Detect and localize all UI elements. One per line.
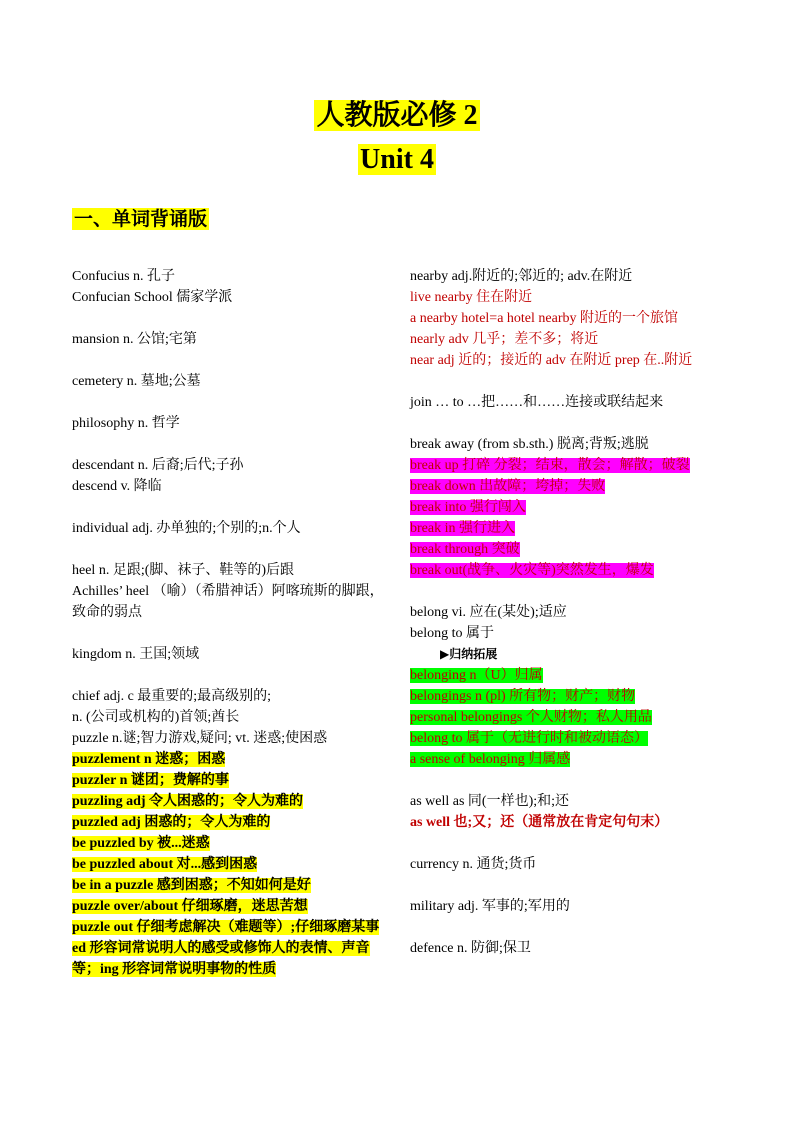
highlighted-phrase: personal belongings 个人财物；私人用品 — [410, 710, 652, 725]
vocab-line: heel n. 足跟;(脚、袜子、鞋等的)后跟 — [72, 563, 295, 578]
highlighted-phrase: break through 突破 — [410, 542, 520, 557]
vocab-line: currency n. 通货;货币 — [410, 857, 537, 872]
vocab-line: military adj. 军事的;军用的 — [410, 899, 570, 914]
highlighted-phrase: be puzzled about 对...感到困惑 — [72, 857, 258, 872]
vocab-line: nearby adj.附近的;邻近的; adv.在附近 — [410, 269, 633, 284]
left-vocab-column — [72, 266, 394, 980]
highlighted-phrase: puzzler n 谜团；费解的事 — [72, 773, 229, 788]
vocab-line: chief adj. c 最重要的;最高级别的; — [72, 689, 272, 704]
vocab-line: descend v. 降临 — [72, 479, 162, 494]
highlighted-phrase: break up 打碎 分裂；结束，散会；解散；破裂 — [410, 458, 690, 473]
vocab-line: join … to …把……和……连接或联结起来 — [410, 395, 664, 410]
highlighted-phrase: puzzlement n 迷惑；困惑 — [72, 752, 226, 767]
highlighted-phrase: belong to 属于（无进行时和被动语态） — [410, 731, 648, 746]
vocab-line: a nearby hotel=a hotel nearby 附近的一个旅馆 — [410, 311, 678, 326]
highlighted-phrase: puzzling adj 令人困惑的；令人为难的 — [72, 794, 304, 809]
vocab-line: individual adj. 办单独的;个别的;n.个人 — [72, 521, 301, 536]
vocab-line: cemetery n. 墓地;公墓 — [72, 374, 201, 389]
vocab-line: puzzle n.谜;智力游戏,疑问; vt. 迷惑;使困惑 — [72, 731, 328, 746]
highlighted-phrase: a sense of belonging 归属感 — [410, 752, 571, 767]
vocab-line: Confucian School 儒家学派 — [72, 290, 233, 305]
highlighted-phrase: belonging n（U）归属 — [410, 668, 543, 683]
vocab-line: nearly adv 几乎；差不多；将近 — [410, 332, 599, 347]
vocab-line: near adj 近的；接近的 adv 在附近 prep 在..附近 — [410, 353, 693, 368]
document-title: 人教版必修 2 — [316, 100, 478, 131]
vocab-line: n. (公司或机构的)首领;酋长 — [72, 710, 240, 725]
vocab-line: philosophy n. 哲学 — [72, 416, 180, 431]
vocab-line: defence n. 防御;保卫 — [410, 941, 531, 956]
vocab-line: mansion n. 公馆;宅第 — [72, 332, 197, 347]
vocab-line: break away (from sb.sth.) 脱离;背叛;逃脱 — [410, 437, 649, 452]
vocab-line: kingdom n. 王国;领域 — [72, 647, 200, 662]
right-vocab-column — [410, 266, 726, 959]
vocab-line: Achilles’ heel （喻）（希腊神话）阿喀琉斯的脚跟，致命的弱点 — [72, 584, 384, 620]
vocab-line: Confucius n. 孔子 — [72, 269, 176, 284]
highlighted-phrase: puzzle out 仔细考虑解决（难题等）;仔细琢磨某事 — [72, 920, 380, 935]
extension-heading: ▶归纳拓展 — [440, 647, 498, 661]
highlighted-phrase: be puzzled by 被...迷惑 — [72, 836, 210, 851]
vocab-line: live nearby 住在附近 — [410, 290, 533, 305]
vocab-line: descendant n. 后裔;后代;子孙 — [72, 458, 244, 473]
highlighted-phrase: be in a puzzle 感到困惑；不知如何是好 — [72, 878, 311, 893]
vocab-line: belong to 属于 — [410, 626, 494, 641]
vocab-line: as well as 同(一样也);和;还 — [410, 794, 570, 809]
highlighted-note: ed 形容词常说明人的感受或修饰人的表情、声音等；ing 形容词常说明事物的性质 — [72, 941, 370, 977]
highlighted-phrase: break out(战争、火灾等)突然发生，爆发 — [410, 563, 654, 578]
vocab-line: belong vi. 应在(某处);适应 — [410, 605, 567, 620]
highlighted-phrase: belongings n (pl) 所有物；财产；财物 — [410, 689, 636, 704]
highlighted-phrase: break down 出故障；垮掉；失败 — [410, 479, 606, 494]
highlighted-phrase: break in 强行进入 — [410, 521, 515, 536]
highlighted-phrase: puzzle over/about 仔细琢磨，迷思苦想 — [72, 899, 308, 914]
vocab-line: as well 也;又；还（通常放在肯定句句末） — [410, 815, 669, 830]
unit-title: Unit 4 — [360, 144, 434, 175]
highlighted-phrase: puzzled adj 困惑的；令人为难的 — [72, 815, 271, 830]
highlighted-phrase: break into 强行闯入 — [410, 500, 526, 515]
section-heading: 一、单词背诵版 — [74, 208, 208, 230]
